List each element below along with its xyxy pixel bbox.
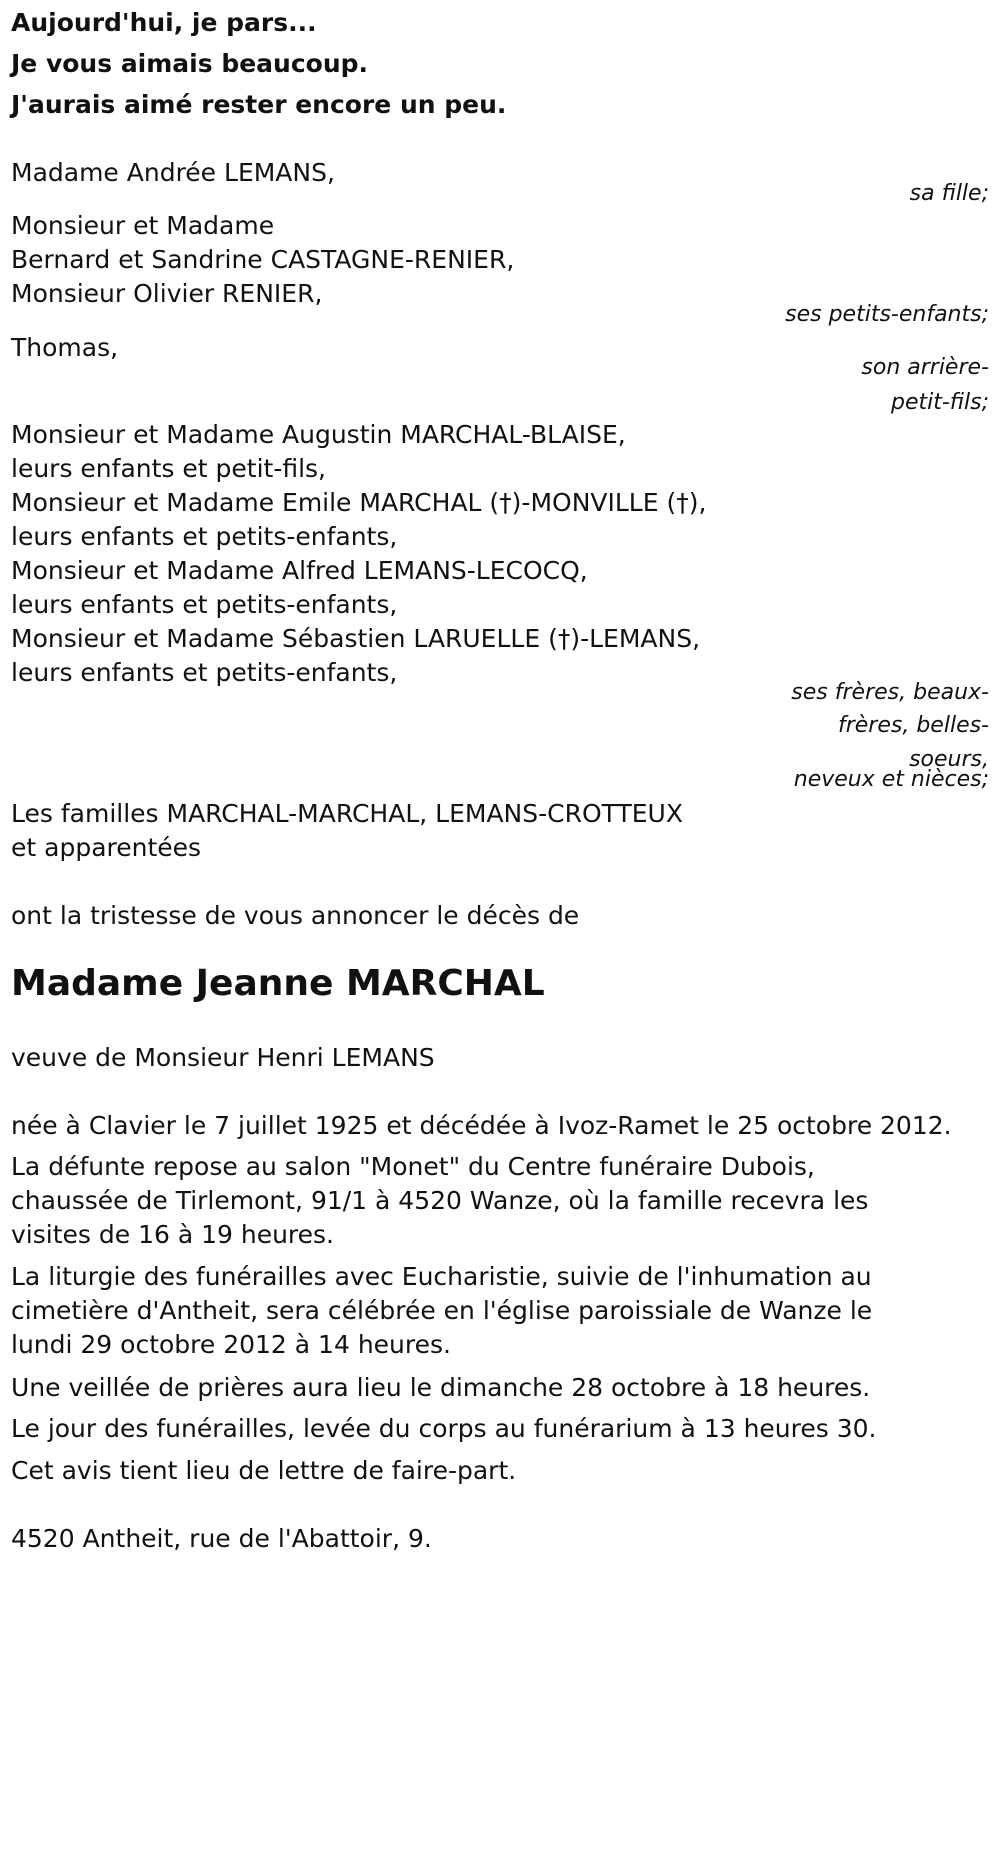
grandchild-line-1: Monsieur et Madame bbox=[11, 211, 275, 240]
detail-vigil: Une veillée de prières aura lieu le dimanche 28 octobre à 18 heures. bbox=[11, 1373, 871, 1402]
intro-line-2: Je vous aimais beaucoup. bbox=[11, 49, 369, 78]
great-grandson-role-line-1: son arrière- bbox=[861, 355, 989, 380]
address: 4520 Antheit, rue de l'Abattoir, 9. bbox=[11, 1524, 432, 1553]
sibling-line-3: Monsieur et Madame Emile MARCHAL (†)-MONVILLE (†), bbox=[11, 488, 707, 517]
grandchild-line-2: Bernard et Sandrine CASTAGNE-RENIER, bbox=[11, 245, 515, 274]
detail-rest-line-1: La défunte repose au salon "Monet" du Centre funéraire Dubois, bbox=[11, 1152, 815, 1181]
intro-line-1: Aujourd'hui, je pars... bbox=[11, 8, 317, 37]
detail-funeral-day: Le jour des funérailles, levée du corps au funérarium à 13 heures 30. bbox=[11, 1414, 877, 1443]
great-grandson-name: Thomas, bbox=[11, 333, 119, 362]
daughter-role: sa fille; bbox=[909, 181, 989, 206]
sibling-line-5: Monsieur et Madame Alfred LEMANS-LECOCQ, bbox=[11, 556, 588, 585]
siblings-role-line-2: frères, belles- bbox=[837, 713, 989, 738]
announcement: ont la tristesse de vous annoncer le décès de bbox=[11, 901, 580, 930]
sibling-line-2: leurs enfants et petit-fils, bbox=[11, 454, 327, 483]
widow-of: veuve de Monsieur Henri LEMANS bbox=[11, 1043, 435, 1072]
sibling-line-4: leurs enfants et petits-enfants, bbox=[11, 522, 398, 551]
sibling-line-8: leurs enfants et petits-enfants, bbox=[11, 658, 398, 687]
sibling-line-6: leurs enfants et petits-enfants, bbox=[11, 590, 398, 619]
great-grandson-role-line-2: petit-fils; bbox=[890, 390, 989, 415]
detail-liturgy-line-2: cimetière d'Antheit, sera célébrée en l'église paroissiale de Wanze le bbox=[11, 1296, 873, 1325]
sibling-line-7: Monsieur et Madame Sébastien LARUELLE (†)-LEMANS, bbox=[11, 624, 701, 653]
daughter-name: Madame Andrée LEMANS, bbox=[11, 158, 335, 187]
siblings-role-line-4: neveux et nièces; bbox=[793, 767, 989, 792]
families-line-2: et apparentées bbox=[11, 833, 202, 862]
detail-rest-line-2: chaussée de Tirlemont, 91/1 à 4520 Wanze, où la famille recevra les bbox=[11, 1186, 869, 1215]
detail-notice: Cet avis tient lieu de lettre de faire-part. bbox=[11, 1456, 517, 1485]
grandchild-line-3: Monsieur Olivier RENIER, bbox=[11, 279, 323, 308]
grandchildren-role: ses petits-enfants; bbox=[785, 302, 989, 327]
families-line-1: Les familles MARCHAL-MARCHAL, LEMANS-CROTTEUX bbox=[11, 799, 683, 828]
siblings-role-line-3: soeurs, bbox=[909, 747, 989, 772]
detail-liturgy-line-3: lundi 29 octobre 2012 à 14 heures. bbox=[11, 1330, 451, 1359]
detail-birth-death: née à Clavier le 7 juillet 1925 et décédée à Ivoz-Ramet le 25 octobre 2012. bbox=[11, 1111, 952, 1140]
sibling-line-1: Monsieur et Madame Augustin MARCHAL-BLAISE, bbox=[11, 420, 626, 449]
intro-line-3: J'aurais aimé rester encore un peu. bbox=[11, 90, 507, 119]
detail-liturgy-line-1: La liturgie des funérailles avec Eucharistie, suivie de l'inhumation au bbox=[11, 1262, 872, 1291]
detail-rest-line-3: visites de 16 à 19 heures. bbox=[11, 1220, 334, 1249]
deceased-name: Madame Jeanne MARCHAL bbox=[11, 963, 545, 1004]
siblings-role-line-1: ses frères, beaux- bbox=[791, 680, 989, 705]
